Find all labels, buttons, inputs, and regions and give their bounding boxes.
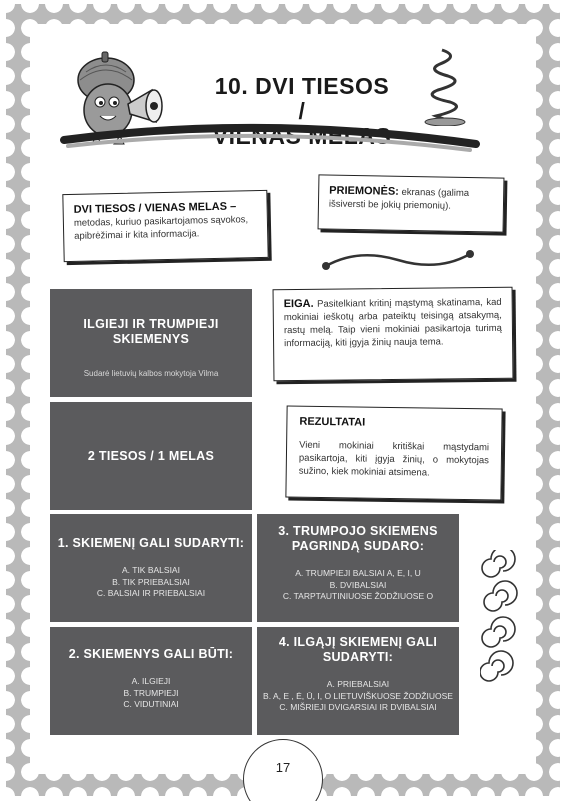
option-item: A. TIK BALSIAI (122, 565, 180, 575)
format-title: 2 TIESOS / 1 MELAS (87, 448, 215, 463)
process-text: Pasitelkiant kritinį mąstymą skatinama, kad mokiniai ieškotų arba pateiktų teisingą atsakymą, rastų melą. Taip vieni mokiniai pasikartoja turimą informaciją, kiti įgyja žinių nauja tema. (283, 296, 503, 350)
question-4-options (263, 679, 453, 714)
option-item: B. TIK PRIEBALSIAI (112, 576, 190, 587)
topic-title: ILGIEJI IR TRUMPIEJI SKIEMENYS (83, 317, 219, 346)
question-3-options (283, 568, 433, 603)
spiral-icon (480, 651, 513, 681)
question-2-options (123, 676, 178, 711)
option-item: A. TRUMPIEJI BALSIAI A, E, I, U (295, 568, 421, 578)
option-item: C. MIŠRIEJI DVIGARSIAI IR DVIBALSIAI (279, 702, 437, 712)
question-1-options (97, 565, 205, 600)
process-bold: EIGA. (283, 297, 314, 311)
materials-bold: PRIEMONĖS: (329, 184, 399, 198)
option-item: B. DVIBALSIAI (329, 579, 387, 590)
option-item: B. A, E , Ė, Ū, I, O LIETUVIŠKUOSE ŽODŽIUOSE (263, 690, 453, 701)
option-item: A. ILGIEJI (131, 676, 171, 686)
option-item: B. TRUMPIEJI (123, 687, 179, 698)
spiral-icon (482, 550, 515, 577)
question-3-panel (257, 514, 459, 622)
format-panel (50, 402, 252, 510)
question-2-panel (50, 627, 252, 735)
materials-text: ekranas (galima išsiversti be jokių priemonių). (328, 186, 470, 212)
option-item: C. VIDUTINIAI (123, 699, 179, 709)
question-4-panel (257, 627, 459, 735)
header-swoosh (60, 118, 480, 158)
results-title: REZULTATAI (299, 415, 366, 429)
option-item: C. BALSIAI IR PRIEBALSIAI (96, 588, 206, 598)
definition-text: metodas, kuriuo pasikartojamos sąvokos, apibrėžimai ir kita informacija. (73, 214, 249, 242)
definition-bold: DVI TIESOS / VIENAS MELAS – (73, 200, 237, 216)
question-2-title: 2. SKIEMENYS GALI BŪTI: (68, 647, 234, 661)
question-1-panel (50, 514, 252, 622)
page-number: 17 (275, 760, 291, 775)
spiral-icon (484, 581, 517, 611)
spring-icon (420, 46, 470, 126)
results-note (285, 405, 502, 500)
spiral-icon (482, 617, 515, 647)
results-text: Vieni mokiniai kritiškai mąstydami pasikartoja, kiti įgyja žinių, o mokytojas sužino, kiek mokiniai atsimena. (298, 439, 490, 479)
title-line-1: 10. DVI TIESOS / (214, 73, 390, 124)
question-4-title: 4. ILGĄJĮ SKIEMENĮ GALI SUDARYTI: (278, 635, 438, 664)
process-note (273, 287, 514, 382)
question-3-title: 3. TRUMPOJO SKIEMENS PAGRINDĄ SUDARO: (278, 524, 438, 553)
topic-author: Sudarė lietuvių kalbos mokytoja Vilma (83, 369, 219, 378)
question-1-title: 1. SKIEMENĮ GALI SUDARYTI: (57, 536, 245, 550)
option-item: C. TARPTAUTINIUOSE ŽODŽIUOSE O (282, 591, 434, 601)
option-item: A. PRIEBALSIAI (326, 679, 390, 689)
definition-note (62, 190, 268, 262)
materials-note (318, 174, 505, 232)
title-line-2: VIENAS MELAS (212, 123, 392, 149)
spiral-icons (480, 550, 520, 690)
wave-divider (318, 246, 478, 276)
topic-panel (50, 289, 252, 397)
